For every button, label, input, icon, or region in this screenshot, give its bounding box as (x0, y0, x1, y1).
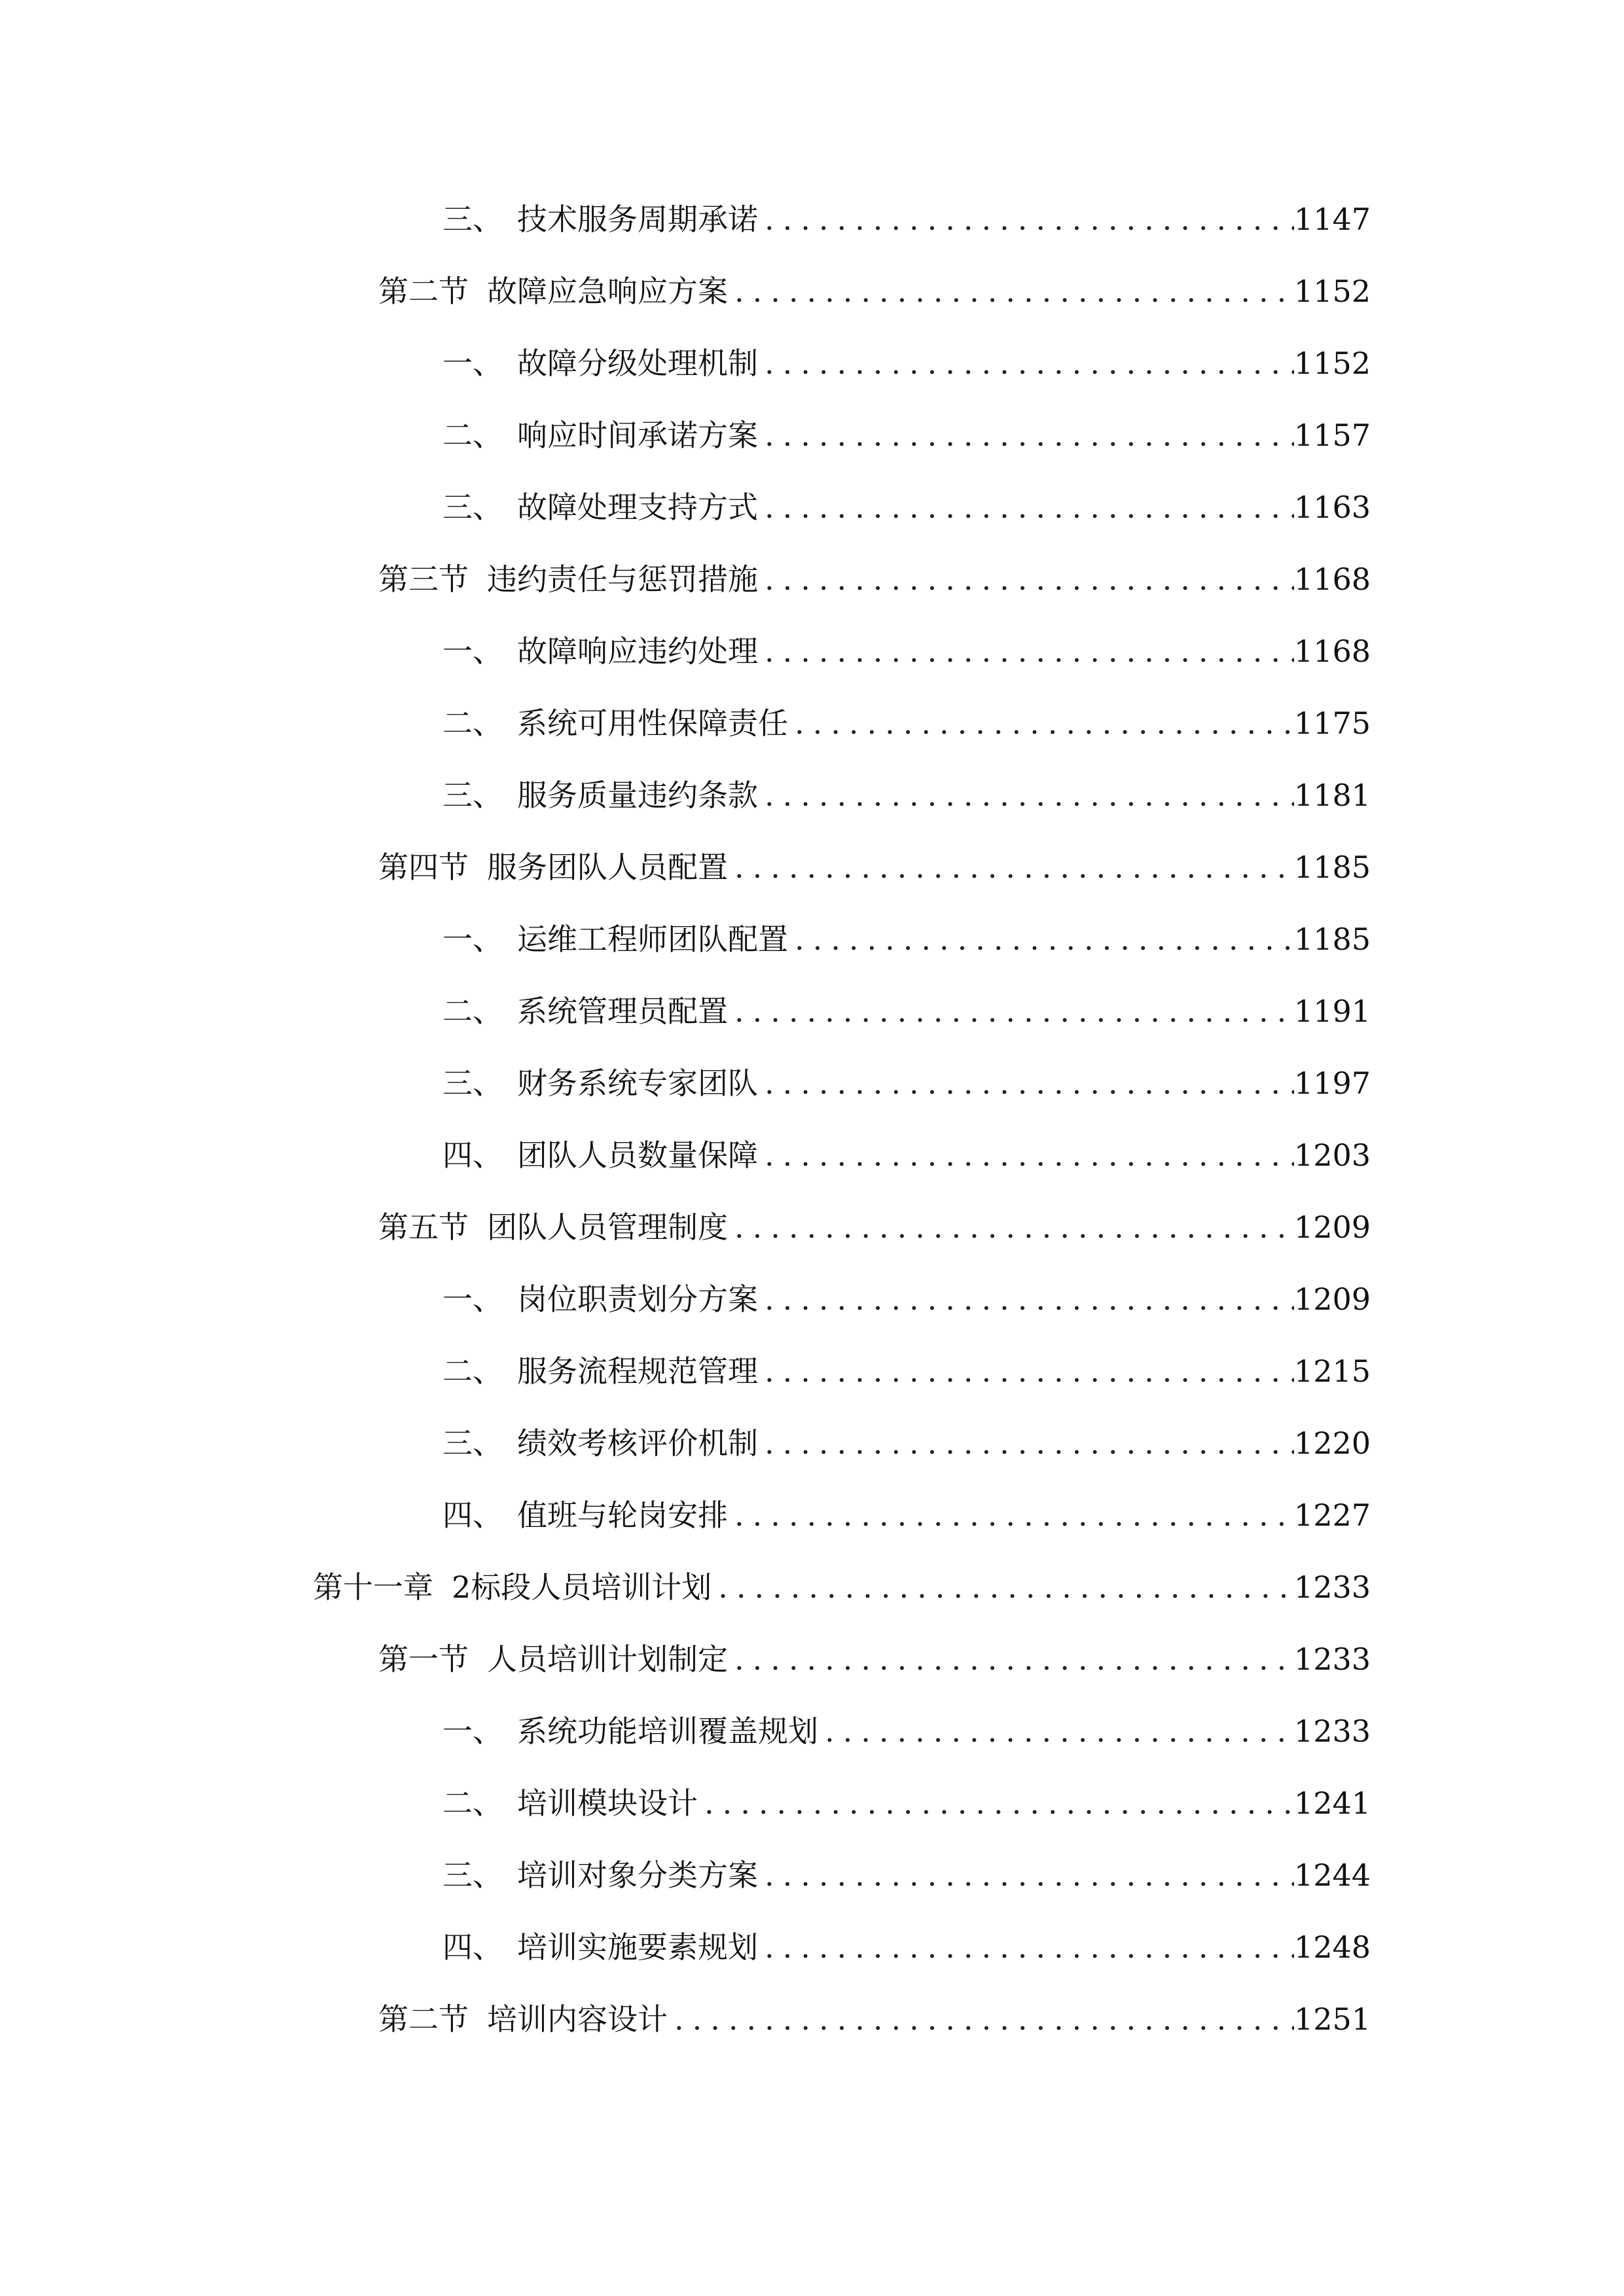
entry-number: 三、 (442, 778, 503, 813)
dot-leader (758, 481, 1294, 533)
page-number: 1175 (1293, 706, 1371, 741)
entry-title: 故障响应违约处理 (517, 634, 758, 669)
entry-title: 系统可用性保障责任 (517, 706, 788, 741)
entry-title: 系统功能培训覆盖规划 (517, 1713, 818, 1749)
entry-title: 值班与轮岗安排 (517, 1498, 728, 1533)
entry-number: 四、 (442, 1498, 503, 1533)
entry-number: 三、 (442, 490, 503, 525)
page-number: 1185 (1293, 850, 1371, 885)
entry-title: 2标段人员培训计划 (452, 1570, 712, 1605)
toc-entry[interactable] (442, 1777, 1371, 1829)
entry-number: 第五节 (378, 1210, 469, 1245)
toc-entry[interactable] (378, 1201, 1371, 1253)
entry-number: 三、 (442, 1857, 503, 1893)
dot-leader (728, 265, 1294, 317)
page-number: 1215 (1293, 1354, 1371, 1389)
entry-number: 四、 (442, 1138, 503, 1173)
dot-leader (818, 1705, 1294, 1757)
entry-title: 技术服务周期承诺 (517, 202, 758, 237)
dot-leader (758, 769, 1294, 821)
toc-entry[interactable] (442, 985, 1371, 1037)
entry-number: 一、 (442, 922, 503, 957)
entry-number: 三、 (442, 1426, 503, 1461)
page-number: 1152 (1293, 346, 1371, 381)
entry-number: 一、 (442, 634, 503, 669)
page-number: 1168 (1293, 634, 1371, 669)
entry-title: 故障分级处理机制 (517, 346, 758, 381)
toc-entry[interactable] (378, 265, 1371, 317)
dot-leader (758, 625, 1294, 677)
dot-leader (788, 913, 1294, 965)
entry-number: 第二节 (378, 2001, 469, 2037)
toc-entry[interactable] (442, 1921, 1371, 1973)
page-number: 1251 (1293, 2001, 1371, 2037)
dot-leader (758, 193, 1294, 245)
entry-title: 响应时间承诺方案 (517, 418, 758, 453)
toc-entry[interactable] (442, 1705, 1371, 1757)
entry-number: 一、 (442, 346, 503, 381)
entry-number: 第四节 (378, 850, 469, 885)
page-number: 1152 (1293, 274, 1371, 309)
entry-title: 运维工程师团队配置 (517, 922, 788, 957)
dot-leader (728, 1201, 1294, 1253)
page-number: 1233 (1293, 1641, 1371, 1677)
entry-title: 绩效考核评价机制 (517, 1426, 758, 1461)
page-number: 1185 (1293, 922, 1371, 957)
entry-title: 故障应急响应方案 (487, 274, 728, 309)
dot-leader (698, 1777, 1294, 1829)
dot-leader (758, 409, 1294, 461)
toc-entry[interactable] (442, 697, 1371, 749)
toc-entry[interactable] (442, 625, 1371, 677)
page-number: 1181 (1293, 778, 1371, 813)
page-number: 1197 (1293, 1066, 1371, 1101)
entry-title: 培训内容设计 (487, 2001, 668, 2037)
entry-title: 违约责任与惩罚措施 (487, 562, 758, 597)
toc-entry[interactable] (378, 841, 1371, 893)
page-number: 1209 (1293, 1210, 1371, 1245)
dot-leader (758, 1921, 1294, 1973)
page-number: 1203 (1293, 1138, 1371, 1173)
entry-title: 培训实施要素规划 (517, 1929, 758, 1965)
dot-leader (758, 337, 1294, 389)
page-number: 1233 (1293, 1570, 1371, 1605)
entry-number: 二、 (442, 418, 503, 453)
dot-leader (758, 1417, 1294, 1469)
entry-title: 团队人员管理制度 (487, 1210, 728, 1245)
entry-title: 系统管理员配置 (517, 994, 728, 1029)
page-number: 1147 (1293, 202, 1371, 237)
entry-title: 服务质量违约条款 (517, 778, 758, 813)
entry-title: 人员培训计划制定 (487, 1641, 728, 1677)
toc-entry[interactable] (442, 769, 1371, 821)
toc-entry[interactable] (442, 1489, 1371, 1541)
dot-leader (728, 1489, 1294, 1541)
dot-leader (758, 553, 1294, 605)
dot-leader (788, 697, 1294, 749)
page-number: 1168 (1293, 562, 1371, 597)
entry-title: 故障处理支持方式 (517, 490, 758, 525)
toc-entry[interactable] (442, 337, 1371, 389)
toc-entry[interactable] (378, 1633, 1371, 1685)
entry-number: 二、 (442, 1785, 503, 1821)
toc-entry[interactable] (442, 1345, 1371, 1397)
page-number: 1209 (1293, 1282, 1371, 1317)
toc-entry[interactable] (442, 1273, 1371, 1325)
entry-number: 第二节 (378, 274, 469, 309)
toc-entry[interactable] (442, 193, 1371, 245)
page-number: 1191 (1293, 994, 1371, 1029)
entry-number: 三、 (442, 1066, 503, 1101)
dot-leader (758, 1057, 1294, 1109)
entry-number: 二、 (442, 706, 503, 741)
page-number: 1244 (1293, 1857, 1371, 1893)
page-number: 1220 (1293, 1426, 1371, 1461)
page-number: 1157 (1293, 418, 1371, 453)
toc-entry[interactable] (378, 553, 1371, 605)
entry-title: 团队人员数量保障 (517, 1138, 758, 1173)
entry-number: 三、 (442, 202, 503, 237)
toc-entry[interactable] (442, 1057, 1371, 1109)
dot-leader (758, 1345, 1294, 1397)
entry-title: 服务流程规范管理 (517, 1354, 758, 1389)
dot-leader (712, 1561, 1294, 1613)
toc-entry[interactable] (442, 1129, 1371, 1181)
page-number: 1227 (1293, 1498, 1371, 1533)
dot-leader (758, 1273, 1294, 1325)
entry-title: 岗位职责划分方案 (517, 1282, 758, 1317)
entry-number: 一、 (442, 1713, 503, 1749)
entry-number: 第十一章 (313, 1570, 433, 1605)
toc-entry[interactable] (378, 1993, 1371, 2045)
entry-number: 四、 (442, 1929, 503, 1965)
entry-title: 培训模块设计 (517, 1785, 698, 1821)
entry-title: 培训对象分类方案 (517, 1857, 758, 1893)
toc-entry[interactable] (442, 481, 1371, 533)
toc-entry[interactable] (442, 1849, 1371, 1901)
entry-number: 二、 (442, 994, 503, 1029)
toc-entry[interactable] (442, 409, 1371, 461)
dot-leader (758, 1129, 1294, 1181)
dot-leader (728, 985, 1294, 1037)
page-number: 1233 (1293, 1713, 1371, 1749)
toc-entry[interactable] (442, 913, 1371, 965)
dot-leader (728, 1633, 1294, 1685)
dot-leader (668, 1993, 1294, 2045)
toc-entry[interactable] (442, 1417, 1371, 1469)
dot-leader (758, 1849, 1294, 1901)
dot-leader (728, 841, 1294, 893)
entry-number: 第一节 (378, 1641, 469, 1677)
page-number: 1241 (1293, 1785, 1371, 1821)
page-number: 1163 (1293, 490, 1371, 525)
entry-title: 财务系统专家团队 (517, 1066, 758, 1101)
entry-title: 服务团队人员配置 (487, 850, 728, 885)
entry-number: 第三节 (378, 562, 469, 597)
entry-number: 一、 (442, 1282, 503, 1317)
entry-number: 二、 (442, 1354, 503, 1389)
page-number: 1248 (1293, 1929, 1371, 1965)
toc-entry[interactable] (313, 1561, 1371, 1613)
